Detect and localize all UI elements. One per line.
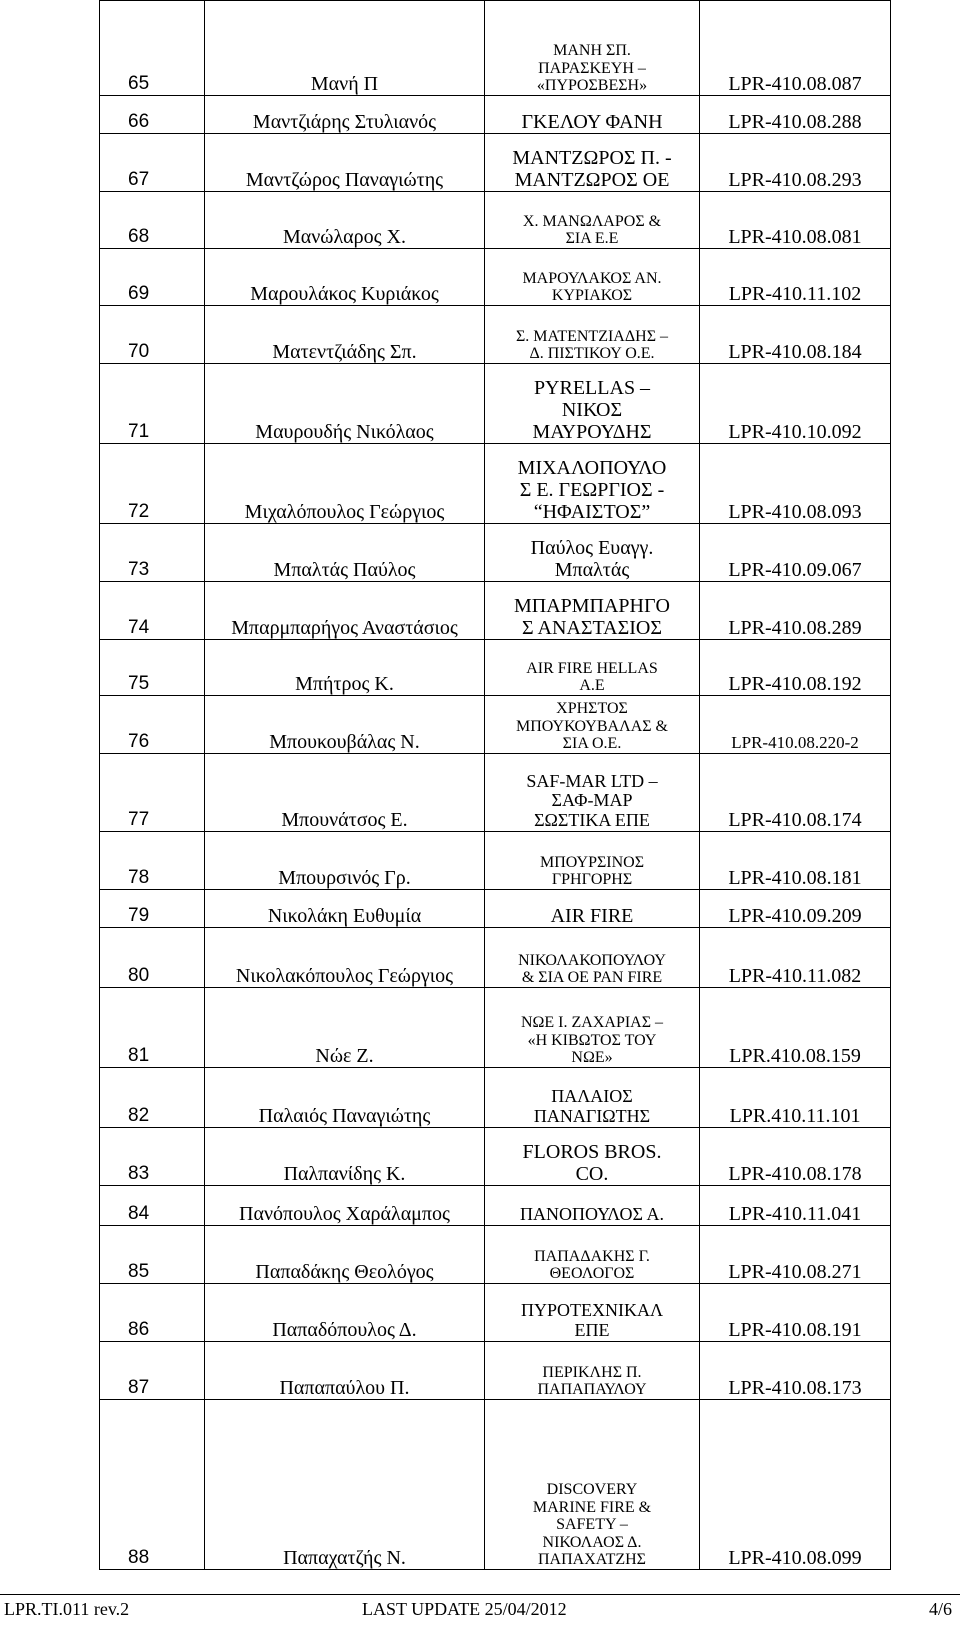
- person-name: Μαυρουδής Νικόλαος: [205, 364, 485, 444]
- company-line: ΚΥΡΙΑΚΟΣ: [551, 287, 633, 305]
- certificate-code: LPR-410.08.173: [700, 1342, 891, 1400]
- company-line: ΜΑΝΤΖΩΡΟΣ Π. -: [512, 147, 672, 169]
- company-name: [485, 928, 700, 988]
- certificate-code: LPR-410.08.289: [700, 582, 891, 640]
- person-name: Μανή Π: [205, 1, 485, 96]
- row-number: 88: [100, 1400, 205, 1570]
- person-name: Ματεντζιάδης Σπ.: [205, 306, 485, 364]
- table-row: [100, 754, 891, 832]
- person-name: Μπουνάτσος Ε.: [205, 754, 485, 832]
- company-name: [485, 640, 700, 696]
- certificate-code: LPR-410.08.288: [700, 96, 891, 134]
- company-line: AIR FIRE HELLAS: [526, 659, 658, 677]
- person-name: Παπαδάκης Θεολόγος: [205, 1226, 485, 1284]
- company-line: ΠΕΡΙΚΛΗΣ Π.: [542, 1363, 642, 1381]
- row-number: 73: [100, 524, 205, 582]
- person-name: Παλπανίδης Κ.: [205, 1128, 485, 1186]
- registry-table-body: [100, 1, 891, 1570]
- table-row: [100, 696, 891, 754]
- table-row: [100, 444, 891, 524]
- company-name: [485, 192, 700, 249]
- row-number: 68: [100, 192, 205, 249]
- company-line: ΠΑΠΑΔΑΚΗΣ Γ.: [534, 1247, 650, 1265]
- certificate-code: LPR-410.08.178: [700, 1128, 891, 1186]
- company-line: Σ. ΜΑΤΕΝΤΖΙΑΔΗΣ –: [515, 327, 669, 345]
- row-number: 76: [100, 696, 205, 754]
- person-name: Μιχαλόπουλος Γεώργιος: [205, 444, 485, 524]
- row-number: 71: [100, 364, 205, 444]
- company-name: [485, 754, 700, 832]
- row-number: 82: [100, 1068, 205, 1128]
- company-name: [485, 444, 700, 524]
- company-line: ΣΙΑ Ο.Ε.: [562, 735, 622, 753]
- company-line: ΠΥΡΟΤΕΧΝΙΚΑΛ: [520, 1300, 664, 1321]
- certificate-code: LPR-410.11.041: [700, 1186, 891, 1226]
- table-row: [100, 1186, 891, 1226]
- page-footer: [0, 1594, 960, 1627]
- table-row: [100, 1226, 891, 1284]
- company-line: ΝΙΚΟΣ: [561, 399, 623, 421]
- footer-page-number: 4/6: [928, 1599, 952, 1619]
- certificate-code: LPR.410.11.101: [700, 1068, 891, 1128]
- company-line: ΠΑΝΟΠΟΥΛΟΣ Α.: [520, 1204, 664, 1225]
- certificate-code: LPR-410.08.087: [700, 1, 891, 96]
- company-line: ΜΑΝΤΖΩΡΟΣ ΟΕ: [514, 169, 670, 191]
- company-line: ΜΑΝΗ ΣΠ.: [553, 42, 631, 60]
- registry-table: [99, 0, 891, 1570]
- company-line: Δ. ΠΙΣΤΙΚΟΥ Ο.Ε.: [529, 345, 655, 363]
- row-number: 72: [100, 444, 205, 524]
- company-name: [485, 1226, 700, 1284]
- company-line: ΝΙΚΟΛΑΚΟΠΟΥΛΟΥ: [518, 951, 666, 969]
- company-line: ΣΙΑ Ε.Ε: [565, 230, 619, 248]
- company-line: ΠΑΠΑΠΑΥΛΟΥ: [537, 1381, 647, 1399]
- company-line: ΜΠΟΥΚΟΥΒΑΛΑΣ &: [516, 717, 668, 735]
- company-line: PYRELLAS –: [533, 377, 651, 399]
- person-name: Μπαλτάς Παύλος: [205, 524, 485, 582]
- table-row: [100, 582, 891, 640]
- person-name: Μαντζιάρης Στυλιανός: [205, 96, 485, 134]
- row-number: 85: [100, 1226, 205, 1284]
- company-line: Μπαλτάς: [554, 559, 630, 581]
- company-line: ΝΩΕ»: [571, 1049, 613, 1067]
- table-row: [100, 1068, 891, 1128]
- company-name: [485, 582, 700, 640]
- person-name: Νικολακόπουλος Γεώργιος: [205, 928, 485, 988]
- company-name: [485, 1, 700, 96]
- table-row: [100, 832, 891, 890]
- row-number: 78: [100, 832, 205, 890]
- company-name: [485, 249, 700, 306]
- company-line: Παύλος Ευαγγ.: [530, 537, 654, 559]
- company-line: ΠΑΠΑΧΑΤΖΗΣ: [538, 1551, 646, 1569]
- company-line: ΣΑΦ-ΜΑΡ: [551, 790, 633, 811]
- certificate-code: LPR-410.09.209: [700, 890, 891, 928]
- certificate-code: LPR-410.08.174: [700, 754, 891, 832]
- certificate-code: LPR-410.08.293: [700, 134, 891, 192]
- person-name: Πανόπουλος Χαράλαμπος: [205, 1186, 485, 1226]
- table-row: [100, 192, 891, 249]
- certificate-code: LPR-410.08.181: [700, 832, 891, 890]
- row-number: 67: [100, 134, 205, 192]
- company-line: “ΗΦΑΙΣΤΟΣ”: [533, 501, 651, 523]
- company-line: ΜΑΥΡΟΥΔΗΣ: [532, 421, 652, 443]
- company-line: & ΣΙΑ ΟΕ PAN FIRE: [521, 969, 663, 987]
- company-line: ΘΕΟΛΟΓΟΣ: [549, 1265, 635, 1283]
- company-name: [485, 306, 700, 364]
- company-line: ΠΑΛΑΙΟΣ: [551, 1086, 633, 1107]
- company-line: Σ Ε. ΓΕΩΡΓΙΟΣ -: [519, 479, 665, 501]
- table-row: [100, 96, 891, 134]
- certificate-code: LPR-410.11.082: [700, 928, 891, 988]
- company-line: ΝΩΕ Ι. ΖΑΧΑΡΙΑΣ –: [520, 1014, 664, 1032]
- person-name: Νικολάκη Ευθυμία: [205, 890, 485, 928]
- company-line: ΜΑΡΟΥΛΑΚΟΣ ΑΝ.: [522, 269, 662, 287]
- table-row: [100, 1342, 891, 1400]
- company-name: [485, 988, 700, 1068]
- table-row: [100, 1, 891, 96]
- person-name: Μπήτρος Κ.: [205, 640, 485, 696]
- company-line: ΓΡΗΓΟΡΗΣ: [551, 871, 633, 889]
- person-name: Παπαχατζής Ν.: [205, 1400, 485, 1570]
- company-line: DISCOVERY: [546, 1481, 638, 1499]
- company-line: ΣΩΣΤΙΚΑ ΕΠΕ: [534, 810, 650, 831]
- row-number: 83: [100, 1128, 205, 1186]
- row-number: 79: [100, 890, 205, 928]
- row-number: 84: [100, 1186, 205, 1226]
- company-name: [485, 696, 700, 754]
- person-name: Μπουρσινός Γρ.: [205, 832, 485, 890]
- company-line: ΓΚΕΛΟΥ ΦΑΝΗ: [521, 111, 663, 133]
- company-line: ΠΑΡΑΣΚΕΥΗ –: [538, 59, 646, 77]
- company-line: CO.: [575, 1163, 609, 1185]
- certificate-code: LPR-410.08.271: [700, 1226, 891, 1284]
- certificate-code: LPR-410.08.220-2: [700, 696, 891, 754]
- company-line: «ΠΥΡΟΣΒΕΣΗ»: [536, 77, 648, 95]
- company-line: MARINE FIRE &: [532, 1498, 652, 1516]
- company-line: ΜΙΧΑΛΟΠΟΥΛΟ: [517, 457, 667, 479]
- person-name: Νώε Ζ.: [205, 988, 485, 1068]
- table-row: [100, 364, 891, 444]
- table-row: [100, 1284, 891, 1342]
- row-number: 80: [100, 928, 205, 988]
- certificate-code: LPR-410.09.067: [700, 524, 891, 582]
- company-name: [485, 524, 700, 582]
- company-line: ΝΙΚΟΛΑΟΣ Δ.: [542, 1533, 642, 1551]
- row-number: 75: [100, 640, 205, 696]
- company-line: SAF-MAR LTD –: [526, 770, 658, 791]
- certificate-code: LPR-410.08.081: [700, 192, 891, 249]
- company-name: [485, 1342, 700, 1400]
- certificate-code: LPR-410.08.184: [700, 306, 891, 364]
- company-name: [485, 134, 700, 192]
- row-number: 74: [100, 582, 205, 640]
- row-number: 87: [100, 1342, 205, 1400]
- table-row: [100, 249, 891, 306]
- company-name: [485, 832, 700, 890]
- company-name: [485, 1400, 700, 1570]
- row-number: 66: [100, 96, 205, 134]
- person-name: Μαντζώρος Παναγιώτης: [205, 134, 485, 192]
- row-number: 65: [100, 1, 205, 96]
- company-line: ΠΑΝΑΓΙΩΤΗΣ: [533, 1106, 651, 1127]
- certificate-code: LPR-410.08.191: [700, 1284, 891, 1342]
- certificate-code: LPR-410.08.099: [700, 1400, 891, 1570]
- company-line: Χ. ΜΑΝΩΛΑΡΟΣ &: [522, 212, 662, 230]
- row-number: 70: [100, 306, 205, 364]
- row-number: 69: [100, 249, 205, 306]
- company-line: ΜΠΟΥΡΣΙΝΟΣ: [539, 853, 645, 871]
- table-row: [100, 1400, 891, 1570]
- company-line: FLOROS BROS.: [522, 1141, 662, 1163]
- company-line: AIR FIRE: [550, 905, 634, 927]
- certificate-code: LPR-410.11.102: [700, 249, 891, 306]
- company-line: ΧΡΗΣΤΟΣ: [556, 700, 628, 718]
- company-name: [485, 1186, 700, 1226]
- person-name: Παλαιός Παναγιώτης: [205, 1068, 485, 1128]
- company-name: [485, 890, 700, 928]
- row-number: 77: [100, 754, 205, 832]
- certificate-code: LPR-410.08.093: [700, 444, 891, 524]
- company-line: Σ ΑΝΑΣΤΑΣΙΟΣ: [522, 617, 662, 639]
- table-row: [100, 640, 891, 696]
- person-name: Μαρουλάκος Κυριάκος: [205, 249, 485, 306]
- row-number: 81: [100, 988, 205, 1068]
- person-name: Παπαπαύλου Π.: [205, 1342, 485, 1400]
- company-line: SAFETY –: [556, 1516, 628, 1534]
- table-row: [100, 524, 891, 582]
- certificate-code: LPR.410.08.159: [700, 988, 891, 1068]
- company-line: Α.Ε: [579, 677, 605, 695]
- company-name: [485, 1284, 700, 1342]
- company-line: ΕΠΕ: [574, 1320, 610, 1341]
- table-row: [100, 988, 891, 1068]
- table-row: [100, 306, 891, 364]
- table-row: [100, 1128, 891, 1186]
- company-name: [485, 1068, 700, 1128]
- company-line: ΜΠΑΡΜΠΑΡΗΓΟ: [513, 595, 671, 617]
- company-name: [485, 1128, 700, 1186]
- company-name: [485, 364, 700, 444]
- row-number: 86: [100, 1284, 205, 1342]
- table-row: [100, 134, 891, 192]
- company-name: [485, 96, 700, 134]
- company-line: «Η ΚΙΒΩΤΟΣ ΤΟΥ: [527, 1031, 657, 1049]
- person-name: Μπαρμπαρήγος Αναστάσιος: [205, 582, 485, 640]
- person-name: Μπουκουβάλας Ν.: [205, 696, 485, 754]
- certificate-code: LPR-410.10.092: [700, 364, 891, 444]
- footer-doc-code: LPR.TI.011 rev.2: [4, 1599, 130, 1619]
- person-name: Μανώλαρος Χ.: [205, 192, 485, 249]
- certificate-code: LPR-410.08.192: [700, 640, 891, 696]
- table-row: [100, 890, 891, 928]
- footer-last-update: LAST UPDATE 25/04/2012: [362, 1599, 567, 1619]
- table-row: [100, 928, 891, 988]
- person-name: Παπαδόπουλος Δ.: [205, 1284, 485, 1342]
